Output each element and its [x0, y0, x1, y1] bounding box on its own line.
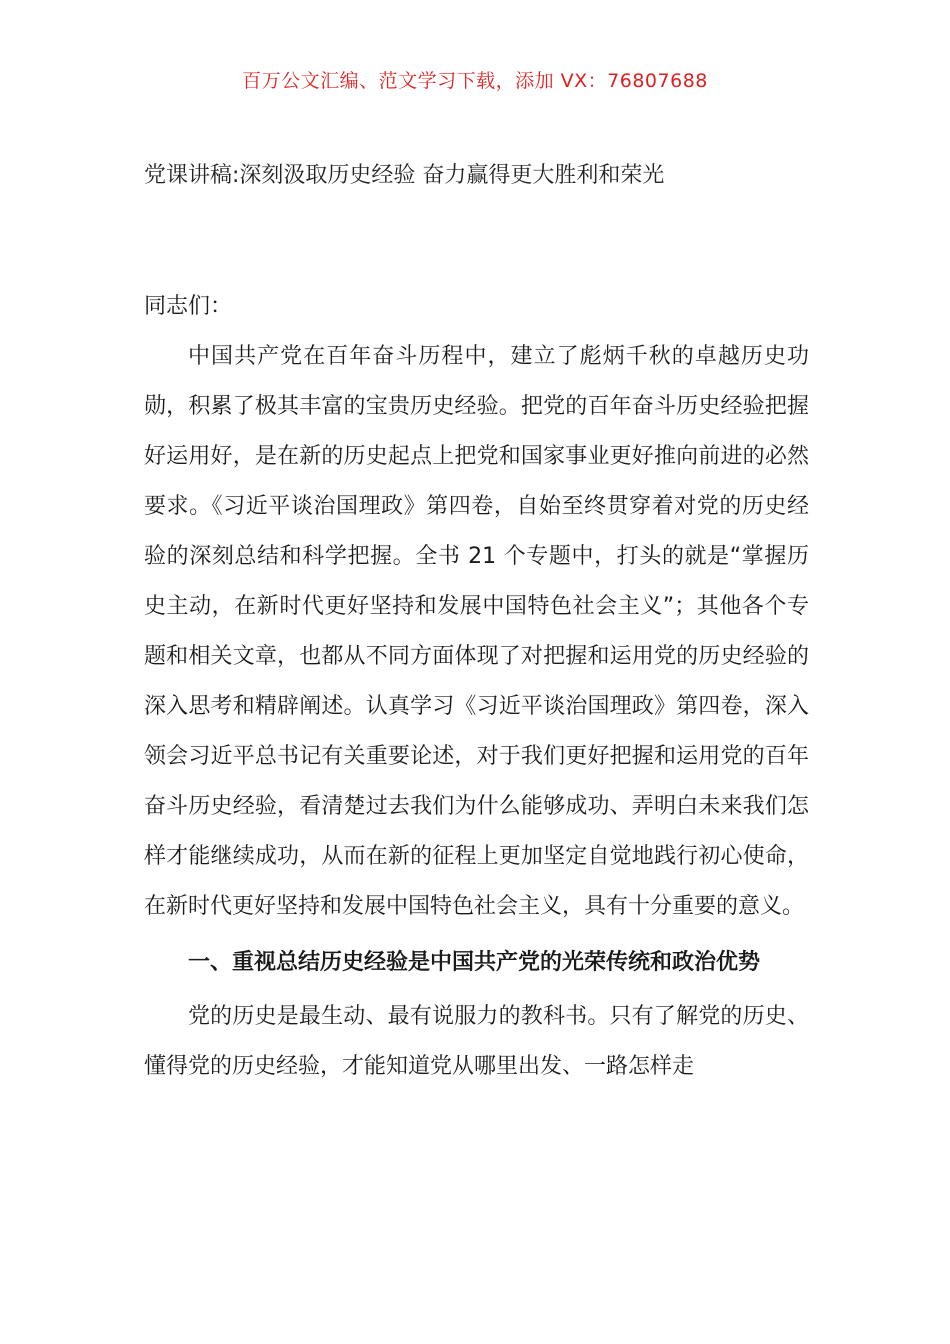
document-body [144, 282, 809, 1092]
section-paragraph: 党的历史是最生动、最有说服力的教科书。只有了解党的历史、懂得党的历史经验，才能知道党从哪里出发、一路怎样走 [144, 1004, 809, 1079]
document-title: 党课讲稿:深刻汲取历史经验 奋力赢得更大胜利和荣光 [144, 163, 665, 188]
section-heading: 一、重视总结历史经验是中国共产党的光荣传统和政治优势 [188, 950, 761, 975]
header-promo-note: 百万公文汇编、范文学习下载，添加 VX：76807688 [242, 70, 708, 92]
salutation: 同志们： [144, 294, 233, 319]
body-paragraph: 中国共产党在百年奋斗历程中，建立了彪炳千秋的卓越历史功勋，积累了极其丰富的宝贵历史经验。把党的百年奋斗历史经验把握好运用好，是在新的历史起点上把党和国家事业更好推向前进的必然要求。《习近平谈治国理政》第四卷，自始至终贯穿着对党的历史经验的深刻总结和科学把握。全书 21 个专题中，打头的就是“掌握历史主动，在新时代更好坚持和发展中国特色社会主义”；其他各个专题和相关文章，也都从不同方面体现了对把握和运用党的历史经验的深入思考和精辟阐述。认真学习《习近平谈治国理政》第四卷，深入领会习近平总书记有关重要论述，对于我们更好把握和运用党的百年奋斗历史经验，看清楚过去我们为什么能够成功、弄明白未来我们怎样才能继续成功，从而在新的征程上更加坚定自觉地践行初心使命，在新时代更好坚持和发展中国特色社会主义，具有十分重要的意义。 [144, 344, 809, 919]
